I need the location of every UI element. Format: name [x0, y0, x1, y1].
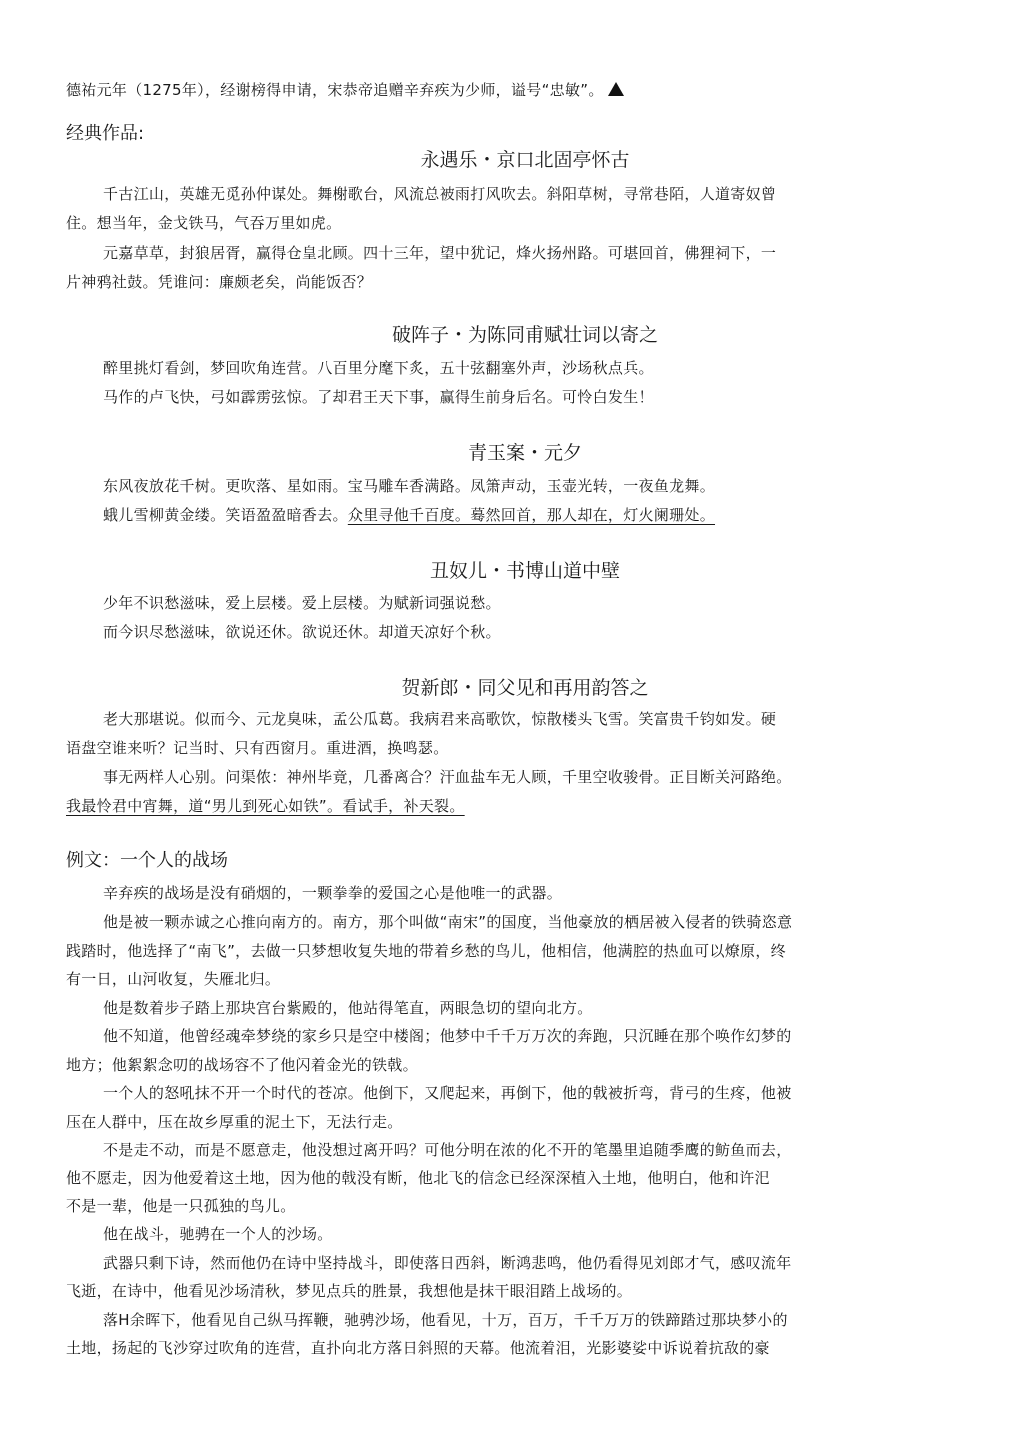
underlined-text: 众里寻他千百度。蓦然回首，那人却在，灯火阑珊处。 [347, 506, 716, 524]
poem-title: 丑奴儿・书博山道中壁 [429, 560, 620, 582]
essay-line: 辛弃疾的战场是没有硝烟的，一颗拳拳的爱国之心是他唯一的武器。 [103, 884, 563, 902]
poem-line: 片神鸦社鼓。凭谁问：廉颇老矣，尚能饭否？ [66, 273, 373, 291]
poem-line: 千古江山，英雄无觅孙仲谋处。舞榭歌台，风流总被雨打风吹去。斜阳草树，寻常巷陌，人道寄奴曾 [103, 185, 777, 203]
poem-title: 贺新郎・同父见和再用韵答之 [401, 677, 649, 699]
essay-line: 武器只剩下诗，然而他仍在诗中坚持战斗，即使落日西斜，断鸿悲鸣，他仍看得见刘郎才气，感叹流年 [103, 1254, 792, 1272]
poem-line: 少年不识愁滋味，爱上层楼。爱上层楼。为赋新词强说愁。 [103, 594, 501, 612]
works-heading: 经典作品: [66, 123, 145, 144]
poem-line-part: 蛾儿雪柳黄金缕。笑语盈盈暗香去。 [103, 506, 348, 524]
essay-line: 落H余晖下，他看见自己纵马挥鞭，驰骋沙场，他看见，十万，百万，千千万万的铁蹄踏过那块梦小的 [103, 1311, 788, 1329]
essay-line: 他不知道，他曾经魂牵梦绕的家乡只是空中楼阁；他梦中千千万万次的奔跑，只沉睡在那个唤作幻梦的 [103, 1027, 792, 1045]
poem-title: 永遇乐・京口北固亭怀古 [420, 149, 630, 171]
poem-line: 东风夜放花千树。更吹落、星如雨。宝马雕车香满路。凤箫声动，玉壶光转，一夜鱼龙舞。 [103, 477, 716, 495]
poem-line [66, 796, 465, 816]
essay-line: 他在战斗，驰骋在一个人的沙场。 [103, 1225, 333, 1243]
essay-line: 有一日，山河收复，失雁北归。 [66, 970, 281, 988]
essay-line: 飞逝，在诗中，他看见沙场清秋，梦见点兵的胜景，我想他是抹干眼泪踏上战场的。 [66, 1282, 633, 1300]
essay-line: 土地，扬起的飞沙穿过吹角的连营，直扑向北方落日斜照的天幕。他流着泪，光影婆娑中诉说着抗敌的豪 [66, 1339, 770, 1357]
essay-line: 他是被一颗赤诚之心推向南方的。南方，那个叫做“南宋”的国度，当他豪放的栖居被入侵者的铁骑恣意 [103, 913, 793, 931]
essay-heading: 例文：一个人的战场 [66, 850, 228, 871]
poem-line: 住。想当年，金戈铁马，气吞万里如虎。 [66, 214, 342, 232]
underlined-text: 我最怜君中宵舞，道“男儿到死心如铁”。看试手，补天裂。 [66, 797, 465, 815]
intro-line: 德祐元年（1275年），经谢榜得申请，宋恭帝追赠辛弃疾为少师，谥号“忠敏”。 [66, 80, 624, 100]
essay-line: 压在人群中，压在故乡厚重的泥土下，无法行走。 [66, 1113, 403, 1131]
poem-line: 元嘉草草，封狼居胥，赢得仓皇北顾。四十三年，望中犹记，烽火扬州路。可堪回首，佛狸祠下，一 [103, 244, 777, 262]
poem-line: 醉里挑灯看剑，梦回吹角连营。八百里分麾下炙，五十弦翻塞外声，沙场秋点兵。 [103, 359, 654, 377]
poem-line: 而今识尽愁滋味，欲说还休。欲说还休。却道天凉好个秋。 [103, 623, 501, 641]
poem-line: 语盘空谁来听？记当时、只有西窗月。重进酒，换鸣瑟。 [66, 739, 449, 757]
essay-line: 地方；他絮絮念叨的战场容不了他闪着金光的铁戟。 [66, 1056, 418, 1074]
essay-line: 不是走不动，而是不愿意走，他没想过离开吗？可他分明在浓的化不开的笔墨里追随季鹰的鲂鱼而去， [103, 1141, 792, 1159]
poem-line: 事无两样人心别。问渠侬：神州毕竟，几番离合？汗血盐车无人顾，千里空收骏骨。正目断关河路绝。 [103, 768, 792, 786]
poem-line [103, 505, 715, 525]
essay-line: 他不愿走，因为他爱着这土地，因为他的戟没有断，他北飞的信念已经深深植入土地，他明白，他和许汜 [66, 1169, 770, 1187]
poem-title: 破阵子・为陈同甫赋壮词以寄之 [391, 324, 658, 346]
essay-line: 不是一辈，他是一只孤独的鸟儿。 [66, 1197, 296, 1215]
triangle-icon [608, 82, 624, 96]
essay-line: 他是数着步子踏上那块宫台紫殿的，他站得笔直，两眼急切的望向北方。 [103, 999, 593, 1017]
poem-line: 老大那堪说。似而今、元龙臭味，孟公瓜葛。我病君来高歌饮，惊散楼头飞雪。笑富贵千钧如发。硬 [103, 710, 777, 728]
poem-line: 马作的卢飞快，弓如霹雳弦惊。了却君王天下事，赢得生前身后名。可怜白发生！ [103, 388, 654, 406]
essay-line: 一个人的怒吼抹不开一个时代的苍凉。他倒下，又爬起来，再倒下，他的戟被折弯，背弓的生疼，他被 [103, 1084, 792, 1102]
essay-line: 践踏时，他选择了“南飞”，去做一只梦想收复失地的带着乡愁的鸟儿，他相信，他满腔的热血可以燎原，终 [66, 942, 786, 960]
poem-title: 青玉案・元夕 [467, 442, 582, 464]
